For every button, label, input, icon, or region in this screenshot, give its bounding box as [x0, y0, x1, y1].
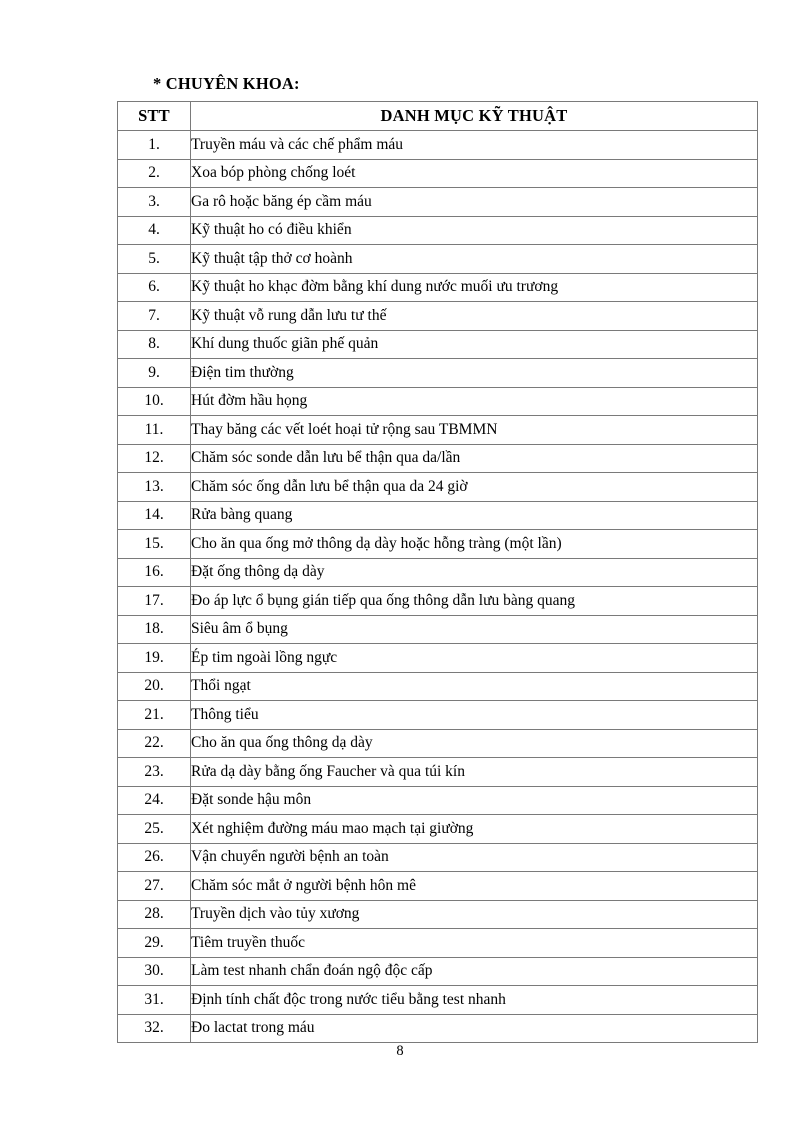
table-row — [118, 986, 758, 1015]
table-row — [118, 929, 758, 958]
table-row — [118, 159, 758, 188]
row-technique-name: Kỹ thuật ho khạc đờm bằng khí dung nước muối ưu trương — [191, 273, 758, 302]
table-row — [118, 701, 758, 730]
table-row — [118, 473, 758, 502]
table-row — [118, 387, 758, 416]
row-number: 20. — [118, 672, 191, 701]
row-number: 5. — [118, 245, 191, 274]
table-row — [118, 245, 758, 274]
table-row — [118, 359, 758, 388]
row-number: 14. — [118, 501, 191, 530]
row-technique-name: Xét nghiệm đường máu mao mạch tại giường — [191, 815, 758, 844]
row-technique-name: Cho ăn qua ống mở thông dạ dày hoặc hỗng tràng (một lần) — [191, 530, 758, 559]
row-number: 18. — [118, 615, 191, 644]
table-row — [118, 587, 758, 616]
row-technique-name: Chăm sóc ống dẫn lưu bể thận qua da 24 giờ — [191, 473, 758, 502]
row-number: 13. — [118, 473, 191, 502]
row-number: 28. — [118, 900, 191, 929]
table-row — [118, 957, 758, 986]
table-row — [118, 558, 758, 587]
row-technique-name: Làm test nhanh chẩn đoán ngộ độc cấp — [191, 957, 758, 986]
row-number: 30. — [118, 957, 191, 986]
row-number: 8. — [118, 330, 191, 359]
row-technique-name: Định tính chất độc trong nước tiểu bằng test nhanh — [191, 986, 758, 1015]
row-technique-name: Siêu âm ổ bụng — [191, 615, 758, 644]
row-technique-name: Ép tim ngoài lồng ngực — [191, 644, 758, 673]
table-row — [118, 1014, 758, 1043]
table-row — [118, 786, 758, 815]
page-number: 8 — [396, 1043, 404, 1059]
table-row — [118, 758, 758, 787]
row-number: 19. — [118, 644, 191, 673]
table-row — [118, 416, 758, 445]
row-number: 24. — [118, 786, 191, 815]
row-number: 2. — [118, 159, 191, 188]
row-technique-name: Thông tiểu — [191, 701, 758, 730]
table-body — [118, 131, 758, 1043]
row-technique-name: Tiêm truyền thuốc — [191, 929, 758, 958]
table-row — [118, 330, 758, 359]
row-number: 1. — [118, 131, 191, 160]
row-number: 26. — [118, 843, 191, 872]
table-row — [118, 815, 758, 844]
row-number: 16. — [118, 558, 191, 587]
row-technique-name: Vận chuyển người bệnh an toàn — [191, 843, 758, 872]
row-number: 7. — [118, 302, 191, 331]
row-technique-name: Cho ăn qua ống thông dạ dày — [191, 729, 758, 758]
table-row — [118, 729, 758, 758]
table-row — [118, 843, 758, 872]
row-technique-name: Kỹ thuật ho có điều khiển — [191, 216, 758, 245]
table-row — [118, 872, 758, 901]
row-number: 9. — [118, 359, 191, 388]
table-row — [118, 644, 758, 673]
row-number: 11. — [118, 416, 191, 445]
table-row — [118, 302, 758, 331]
header-row — [118, 102, 758, 131]
row-technique-name: Chăm sóc mắt ở người bệnh hôn mê — [191, 872, 758, 901]
row-technique-name: Đo áp lực ổ bụng gián tiếp qua ống thông dẫn lưu bàng quang — [191, 587, 758, 616]
row-technique-name: Điện tim thường — [191, 359, 758, 388]
row-technique-name: Khí dung thuốc giãn phế quản — [191, 330, 758, 359]
row-technique-name: Thổi ngạt — [191, 672, 758, 701]
row-technique-name: Truyền dịch vào tủy xương — [191, 900, 758, 929]
table-header — [118, 102, 758, 131]
row-technique-name: Chăm sóc sonde dẫn lưu bể thận qua da/lần — [191, 444, 758, 473]
table-row — [118, 216, 758, 245]
row-technique-name: Rửa dạ dày bằng ống Faucher và qua túi kín — [191, 758, 758, 787]
technique-table — [117, 101, 758, 1043]
row-technique-name: Đặt sonde hậu môn — [191, 786, 758, 815]
row-number: 4. — [118, 216, 191, 245]
table-row — [118, 615, 758, 644]
header-stt: STT — [118, 102, 191, 131]
row-number: 25. — [118, 815, 191, 844]
row-number: 21. — [118, 701, 191, 730]
table-row — [118, 188, 758, 217]
row-number: 15. — [118, 530, 191, 559]
row-technique-name: Đặt ống thông dạ dày — [191, 558, 758, 587]
row-technique-name: Xoa bóp phòng chống loét — [191, 159, 758, 188]
row-number: 17. — [118, 587, 191, 616]
row-number: 32. — [118, 1014, 191, 1043]
row-technique-name: Truyền máu và các chế phẩm máu — [191, 131, 758, 160]
row-number: 27. — [118, 872, 191, 901]
row-number: 6. — [118, 273, 191, 302]
row-number: 12. — [118, 444, 191, 473]
row-number: 31. — [118, 986, 191, 1015]
table-row — [118, 672, 758, 701]
row-technique-name: Ga rô hoặc băng ép cầm máu — [191, 188, 758, 217]
row-number: 29. — [118, 929, 191, 958]
table-row — [118, 444, 758, 473]
row-number: 23. — [118, 758, 191, 787]
row-technique-name: Rửa bàng quang — [191, 501, 758, 530]
row-number: 3. — [118, 188, 191, 217]
row-technique-name: Đo lactat trong máu — [191, 1014, 758, 1043]
table-row — [118, 273, 758, 302]
row-technique-name: Thay băng các vết loét hoại tử rộng sau TBMMN — [191, 416, 758, 445]
row-technique-name: Kỹ thuật vỗ rung dẫn lưu tư thế — [191, 302, 758, 331]
row-technique-name: Hút đờm hầu họng — [191, 387, 758, 416]
section-title: * CHUYÊN KHOA: — [153, 74, 300, 93]
table-row — [118, 501, 758, 530]
row-technique-name: Kỹ thuật tập thở cơ hoành — [191, 245, 758, 274]
table-row — [118, 530, 758, 559]
row-number: 10. — [118, 387, 191, 416]
table-row — [118, 131, 758, 160]
table-row — [118, 900, 758, 929]
row-number: 22. — [118, 729, 191, 758]
header-technique-name: DANH MỤC KỸ THUẬT — [191, 102, 758, 131]
